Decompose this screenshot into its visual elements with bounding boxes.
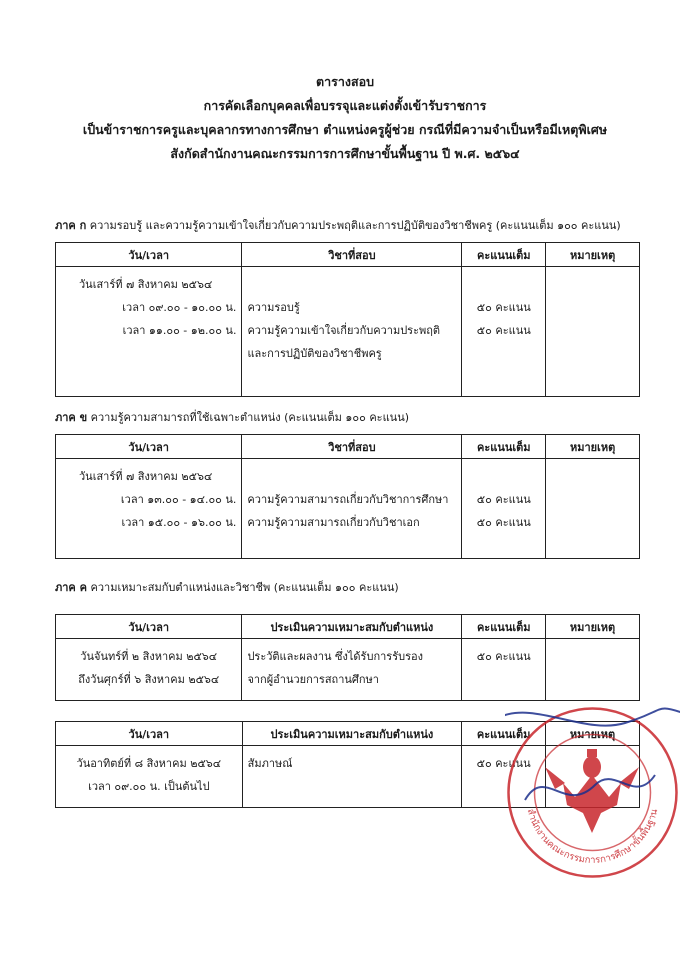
assessment-line: ประวัติและผลงาน ซึ่งได้รับการรับรอง [247,650,423,663]
remarks-cell [546,267,640,397]
header-date-time: วัน/เวลา [56,615,242,639]
subject-line: ความรู้ความสามารถเกี่ยวกับวิชาเอก [247,516,420,529]
assessment-line: สัมภาษณ์ [247,757,293,770]
header-date-time: วัน/เวลา [56,435,242,459]
subject-line: และการปฏิบัติของวิชาชีพครู [247,347,382,360]
header-subject: วิชาที่สอบ [242,435,462,459]
header-remarks: หมายเหตุ [546,615,640,639]
header-assessment: ประเมินความเหมาะสมกับตำแหน่ง [242,722,462,746]
remarks-cell [546,639,640,701]
section-a-description: ความรอบรู้ และความรู้ความเข้าใจเกี่ยวกับความประพฤติและการปฏิบัติของวิชาชีพครู (คะแนนเต็ม ๑๐๐ คะแนน) [86,219,621,232]
date-time-cell [56,639,242,701]
subject-line: ความรอบรู้ [247,301,300,314]
exam-time: เวลา ๐๙.๐๐ น. เป็นต้นไป [88,780,210,793]
date-time-cell [56,459,242,559]
exam-date: วันอาทิตย์ที่ ๘ สิงหาคม ๒๕๖๔ [76,757,222,770]
official-seal-stamp [505,705,680,880]
assessment-cell [242,746,462,808]
subject-cell [242,267,462,397]
score-cell [462,459,546,559]
subject-line [247,465,456,488]
exam-time: เวลา ๑๕.๐๐ - ๑๖.๐๐ น. [121,516,237,529]
remarks-cell [546,459,640,559]
exam-time: เวลา ๑๑.๐๐ - ๑๒.๐๐ น. [122,324,237,337]
table-row [56,459,640,559]
table-row [56,639,640,701]
table-header-row [56,615,640,639]
subject-line: ความรู้ความเข้าใจเกี่ยวกับความประพฤติ [247,324,441,337]
score-line: ๕๐ คะแนน [476,324,531,337]
score-line: ๕๐ คะแนน [476,650,531,663]
header-date-time: วัน/เวลา [56,243,242,267]
section-b-table [55,434,640,559]
header-remarks: หมายเหตุ [546,722,640,746]
section-b-label: ภาค ข [55,411,88,424]
exam-time: เวลา ๐๙.๐๐ - ๑๐.๐๐ น. [122,301,237,314]
header-date-time: วัน/เวลา [56,722,243,746]
exam-time: เวลา ๑๓.๐๐ - ๑๔.๐๐ น. [120,493,237,506]
assessment-line: จากผู้อำนวยการสถานศึกษา [247,673,379,686]
header-full-score: คะแนนเต็ม [462,435,546,459]
header-line-3: สังกัดสำนักงานคณะกรรมการการศึกษาขั้นพื้นฐาน ปี พ.ศ. ๒๕๖๔ [170,146,520,161]
score-cell [462,639,546,701]
exam-date: วันเสาร์ที่ ๗ สิงหาคม ๒๕๖๔ [79,470,213,483]
section-b-heading [55,408,409,426]
subject-cell [242,459,462,559]
document-header [0,70,690,166]
date-time-cell [56,746,243,808]
section-c-label: ภาค ค [55,581,87,594]
table-header-row [56,243,640,267]
table-row [56,267,640,397]
table-header-row [56,435,640,459]
header-subject: วิชาที่สอบ [242,243,462,267]
document-title: ตารางสอบ [315,74,375,89]
header-remarks: หมายเหตุ [546,435,640,459]
section-c-heading [55,578,399,596]
assessment-cell [242,639,462,701]
exam-date: วันจันทร์ที่ ๒ สิงหาคม ๒๕๖๔ [80,650,218,663]
section-a-heading [55,216,621,234]
section-c-table [55,614,640,701]
header-assessment: ประเมินความเหมาะสมกับตำแหน่ง [242,615,462,639]
header-remarks: หมายเหตุ [546,243,640,267]
exam-date: วันเสาร์ที่ ๗ สิงหาคม ๒๕๖๔ [79,278,213,291]
score-line [467,465,540,488]
section-b-description: ความรู้ความสามารถที่ใช้เฉพาะตำแหน่ง (คะแนนเต็ม ๑๐๐ คะแนน) [87,411,410,424]
score-cell [462,267,546,397]
header-full-score: คะแนนเต็ม [462,615,546,639]
subject-line: ความรู้ความสามารถเกี่ยวกับวิชาการศึกษา [247,493,449,506]
header-full-score: คะแนนเต็ม [462,243,546,267]
header-line-2: เป็นข้าราชการครูและบุคลากรทางการศึกษา ตำแหน่งครูผู้ช่วย กรณีที่มีความจำเป็นหรือมีเหตุพิเศษ [82,122,608,137]
seal-text: สำนักงานคณะกรรมการการศึกษาขั้นพื้นฐาน [524,807,661,866]
score-line: ๕๐ คะแนน [476,757,531,770]
header-full-score: คะแนนเต็ม [462,722,546,746]
exam-date: ถึงวันศุกร์ที่ ๖ สิงหาคม ๒๕๖๔ [78,673,220,686]
section-a-label: ภาค ก [55,219,87,232]
score-line: ๕๐ คะแนน [476,301,531,314]
section-c-description: ความเหมาะสมกับตำแหน่งและวิชาชีพ (คะแนนเต็ม ๑๐๐ คะแนน) [86,581,399,594]
subject-line [247,273,456,296]
score-line: ๕๐ คะแนน [476,516,531,529]
score-line [467,273,540,296]
score-line: ๕๐ คะแนน [476,493,531,506]
header-line-1: การคัดเลือกบุคคลเพื่อบรรจุและแต่งตั้งเข้ารับราชการ [203,98,487,113]
date-time-cell [56,267,242,397]
section-a-table [55,242,640,397]
